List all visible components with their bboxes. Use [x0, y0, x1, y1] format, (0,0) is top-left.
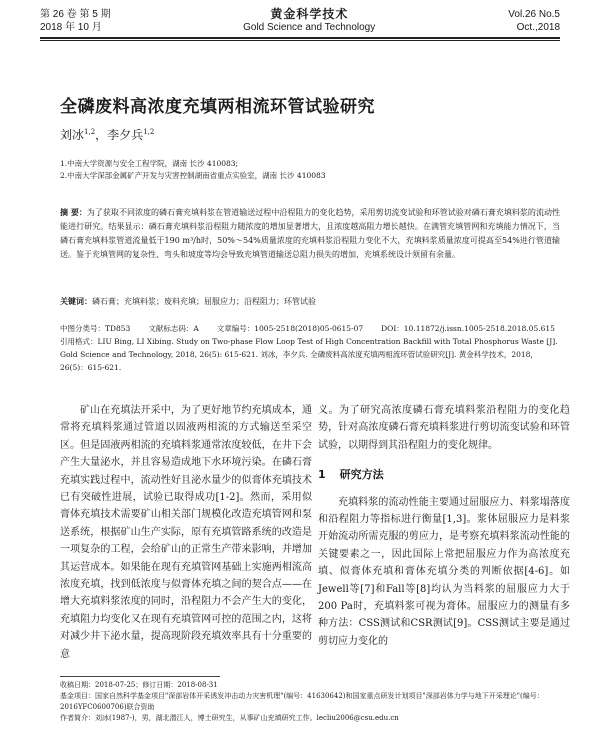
volume-issue-en: Vol.26 No.5: [508, 9, 560, 20]
footnote-rule: [60, 676, 220, 677]
date-en: Oct.,2018: [516, 22, 560, 33]
body-paragraph: 义。为了研究高浓度磷石膏充填料浆沿程阻力的变化趋势，针对高浓度磷石膏充填料浆进行剪切流变试验和环管试验，以期得到其沿程阻力的变化规律。: [318, 405, 570, 451]
doi: DOI：10.11872/j.issn.1005-2518.2018.05.615: [381, 324, 555, 333]
header-rule-thin: [40, 40, 560, 41]
keywords-text: 磷石膏；充填料浆；废料充填；屈服应力；沿程阻力；环管试验: [92, 297, 316, 306]
footnotes: [60, 676, 560, 724]
keywords-label: 关键词：: [60, 296, 92, 306]
body-column-left: [60, 402, 312, 663]
article-number: 文章编号：1005-2518(2018)05-0615-07: [216, 324, 364, 333]
paper-title: 全磷废料高浓度充填两相流环管试验研究: [60, 97, 375, 117]
header-rule: [40, 37, 560, 39]
volume-issue-cn: 第 26 卷 第 5 期: [40, 9, 111, 20]
running-header: [40, 8, 560, 46]
body-column-right: [318, 402, 570, 650]
clc-number: 中图分类号：TD853: [60, 324, 131, 333]
section-number: 1: [318, 468, 326, 482]
abstract: [60, 206, 560, 262]
abstract-text: 为了获取不同浓度的磷石膏充填料浆在管道输送过程中沿程阻力的变化趋势，采用剪切流变试验和环管试验对磷石膏充填料浆的流动性能进行研究。结果显示：磷石膏充填料浆沿程阻力随浓度的增加显著增大，且浓度越高阻力增长越快。在满管充填管网和充填能力情况下，当磷石膏充填料浆管道流量低于190 m³/h时，50%～54%质量浓度的充填料浆沿程阻力变化不大，充填料浆质量浓度可提高至54%进行管道输送。鉴于充填管网的复杂性、弯头和坡度等均会导致充填管道输送总阻力损失的增加，充填系统设计须留有余量。: [60, 208, 560, 259]
affiliation-line: 1.中南大学资源与安全工程学院，湖南 长沙 410083;: [60, 159, 239, 168]
section-title: 研究方法: [339, 468, 384, 482]
affiliation-line: 2.中南大学深部金属矿产开发与灾害控制湖南省重点实验室，湖南 长沙 410083: [60, 171, 326, 180]
document-code: 文献标志码：A: [148, 324, 199, 333]
journal-name-en: Gold Science and Technology: [243, 22, 376, 33]
author-bio: 作者简介：刘冰(1987-)，男，湖北潜江人，博士研究生，从事矿山充填研究工作。lecliu2006@csu.edu.cn: [60, 714, 399, 722]
body-paragraph: 矿山在充填法开采中，为了更好地节约充填成本，通常将充填料浆通过管道以固液两相流的方式输送至采空区。但是固液两相流的充填料浆通常浓度较低，在井下会产生大量泌水，并且容易造成地下水环境污染。在磷石膏充填实践过程中，流动性好且泌水量少的似膏体充填技术已有突破性进展，试验已取得成功[1-2]。然而，采用似膏体充填技术需要矿山相关部门规模化改造充填管网和泵送系统，根据矿山生产实际，原有充填管路系统的改造是一项复杂的工程，会给矿山的正常生产带来影响，并增加其运营成本。如果能在现有充填管网基础上实施两相流高浓度充填，找到低浓度与似膏体充填之间的契合点——在增大充填料浆浓度的同时，沿程阻力不会产生大的变化，充填阻力均变化又在现有充填管网可控的范围之内，这将对减少井下泌水量，提高现阶段充填效率具有十分重要的意: [60, 405, 312, 660]
author-affil-marker: 1,2: [84, 128, 96, 136]
author-line: [60, 126, 154, 143]
received-date: 收稿日期：2018-07-25；修订日期：2018-08-31: [60, 681, 218, 689]
body-paragraph: 充填料浆的流动性能主要通过屈服应力、料浆塌落度和沿程阻力等指标进行衡量[1,3]。浆体屈服应力是料浆开始流动所需克服的剪应力，是考察充填料浆流动性能的关键要素之一，因此国际上常把屈服应力作为高浓度充填、似膏体充填和膏体充填分类的判断依据[4-6]。如Jewell等[7]和Fall等[8]均认为当料浆的屈服应力大于200 Pa时，充填料浆可视为膏体。屈服应力的测量有多种方法：CSS测试和CSR测试[9]。CSS测试主要是通过剪切应力变化的: [318, 496, 570, 647]
journal-masthead: 黄金科学技术: [270, 7, 349, 21]
abstract-label: 摘 要：: [60, 208, 87, 217]
author-separator: ，: [95, 128, 108, 142]
affiliations: [60, 158, 560, 182]
author-name: 刘冰: [60, 128, 85, 142]
fund-info: 基金项目：国家自然科学基金项目"深部岩体开采诱发冲击动力灾害机理"(编号：41630642)和国家重点研发计划项目"深部岩体力学与地下开采理论"(编号：2016YFC0600706)联合资助: [60, 692, 544, 711]
author-name: 李夕兵: [107, 128, 144, 142]
keywords: [60, 294, 560, 309]
citation-format: 引用格式：LIU Bing, LI Xibing. Study on Two-phase Flow Loop Test of High Concentration Backfill with Total Phosphorus Waste [J]. Gold Science and Technology, 2018, 26(5): 615-621. 刘冰，李夕兵. 全磷废料高浓度充填两相流环管试验研究[J]. 黄金科学技术，2018，26(5)：615-621.: [60, 337, 558, 372]
article-metadata: [60, 322, 560, 374]
author-affil-marker: 1,2: [143, 128, 155, 136]
date-cn: 2018 年 10 月: [40, 22, 102, 33]
section-heading: [318, 466, 570, 483]
